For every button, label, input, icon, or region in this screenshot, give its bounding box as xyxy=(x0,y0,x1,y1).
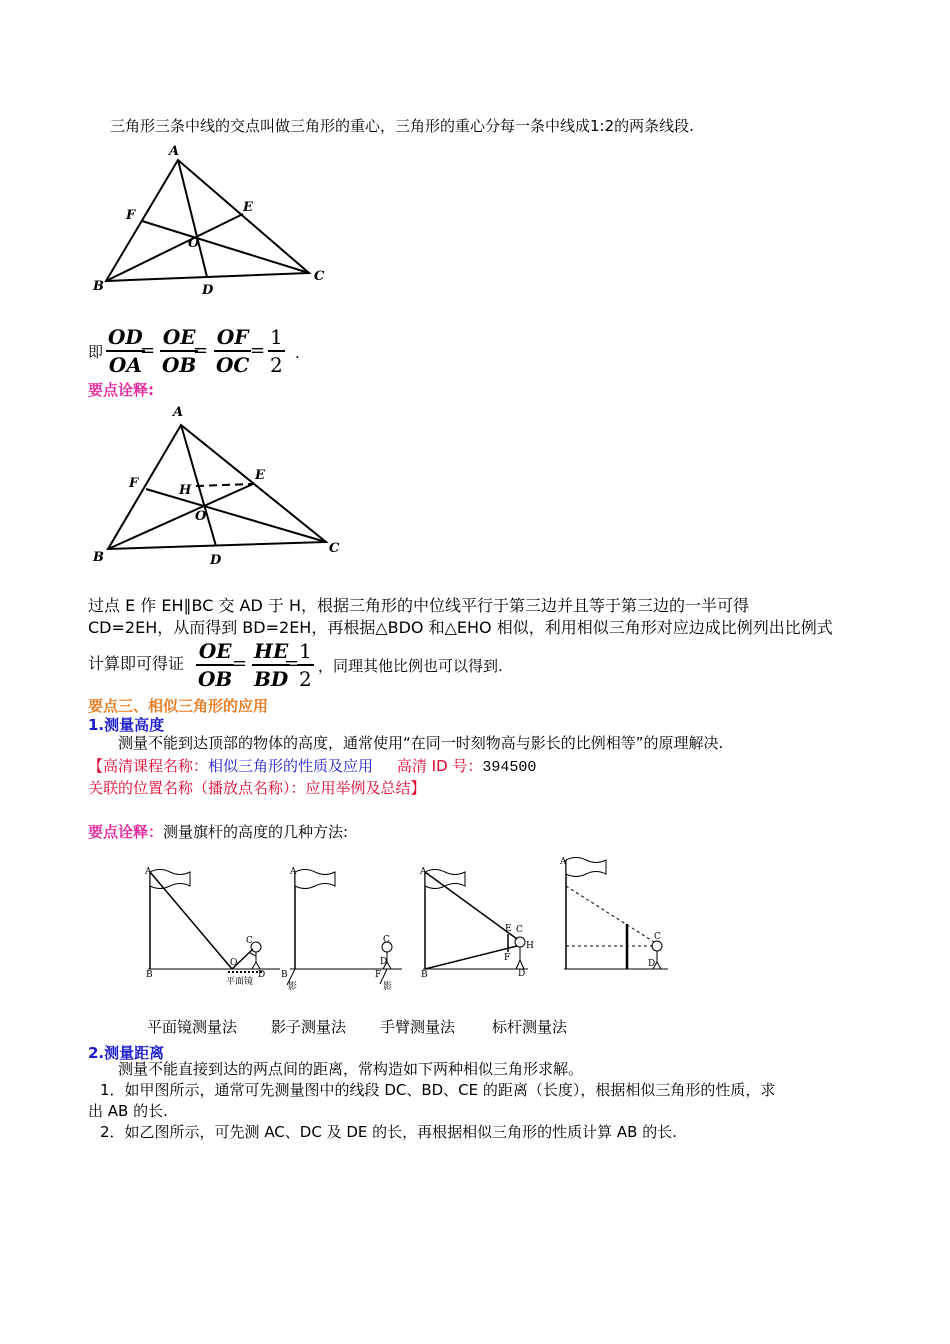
label-h: H xyxy=(179,483,192,498)
label-f: F xyxy=(126,208,136,223)
formula-prefix: 即 xyxy=(88,343,104,361)
shadow-label: 影 xyxy=(383,982,393,992)
explanation-line-1: 过点 E 作 EH∥BC 交 AD 于 H，根据三角形的中位线平行于第三边并且等于第三边的一半可得 xyxy=(88,596,750,615)
svg-text:C: C xyxy=(654,932,661,942)
svg-text:B: B xyxy=(146,970,153,980)
equals-sign: = xyxy=(140,340,156,361)
method-caption-shadow: 影子测量法 xyxy=(271,1018,347,1036)
stick-method-diagram xyxy=(559,857,668,969)
mirror-method-diagram xyxy=(144,867,280,987)
label-e: E xyxy=(243,200,253,215)
equals-sign: = xyxy=(232,653,248,674)
equals-sign: = xyxy=(284,653,300,674)
course-id-label: 高清 ID 号： xyxy=(396,757,483,775)
fraction-denominator: OB xyxy=(198,667,233,691)
fraction-oe-ob xyxy=(196,640,234,690)
svg-text:F: F xyxy=(375,970,382,980)
label-f: F xyxy=(129,476,139,491)
method-caption-stick: 标杆测量法 xyxy=(492,1018,568,1036)
label-a: A xyxy=(173,405,184,420)
fraction-numerator: 1 xyxy=(299,639,312,663)
equals-sign: = xyxy=(193,340,209,361)
label-c: C xyxy=(314,269,325,284)
course-info-line-2: 关联的位置名称（播放点名称）：应用举例及总结】 xyxy=(88,779,426,797)
explanation-line-3-prefix: 计算即可得证 xyxy=(88,654,185,673)
course-name-value: 相似三角形的性质及应用 xyxy=(208,757,374,775)
svg-text:D: D xyxy=(380,957,388,967)
triangle-abc xyxy=(108,425,326,549)
key-note-heading: 要点诠释： xyxy=(88,823,164,841)
fraction-denominator: 2 xyxy=(270,353,283,377)
fraction-denominator: OB xyxy=(162,353,197,377)
shadow-label: 影 xyxy=(288,982,298,992)
fraction-numerator: OD xyxy=(108,325,143,349)
fraction-denominator: OA xyxy=(108,353,142,377)
svg-text:O: O xyxy=(230,958,238,968)
fraction-od-oa xyxy=(106,326,145,376)
equals-sign: = xyxy=(250,340,266,361)
label-o: O xyxy=(195,509,207,524)
method-caption-arm: 手臂测量法 xyxy=(380,1018,456,1036)
key-note-text: 测量旗杆的高度的几种方法: xyxy=(163,823,349,841)
flagpole-methods-figure xyxy=(140,852,680,992)
fraction-numerator: OF xyxy=(216,325,249,349)
label-d: D xyxy=(202,283,214,298)
explanation-line-2: CD=2EH，从而得到 BD=2EH，再根据△BDO 和△EHO 相似，利用相似三角形对应边成比例列出比例式 xyxy=(88,618,833,637)
key-note-2 xyxy=(88,823,348,841)
svg-text:A: A xyxy=(560,857,567,867)
svg-text:E: E xyxy=(505,924,512,934)
course-info-line-1 xyxy=(88,757,536,777)
bracket-open: 【 xyxy=(88,757,104,775)
dashed-eh xyxy=(196,484,253,486)
svg-text:B: B xyxy=(421,970,428,980)
item-1-line-2: 出 AB 的长. xyxy=(88,1102,168,1120)
subsection-title: 1.测量高度 xyxy=(88,716,165,734)
svg-text:F: F xyxy=(504,953,511,963)
fraction-denominator: 2 xyxy=(299,667,312,691)
intro-text: 三角形三条中线的交点叫做三角形的重心，三角形的重心分每一条中线成1:2的两条线段. xyxy=(110,117,694,135)
fraction-one-half xyxy=(297,640,314,690)
label-c: C xyxy=(329,541,340,556)
course-name-label: 高清课程名称： xyxy=(103,757,209,775)
key-note-heading: 要点诠释: xyxy=(88,381,154,399)
svg-text:D: D xyxy=(518,969,526,979)
fraction-one-half xyxy=(268,326,285,376)
svg-text:C: C xyxy=(383,935,390,945)
method-caption-mirror: 平面镜测量法 xyxy=(147,1018,238,1036)
label-o: O xyxy=(188,236,200,251)
fraction-numerator: HE xyxy=(254,639,289,663)
svg-text:A: A xyxy=(290,867,297,877)
svg-text:C: C xyxy=(246,936,253,946)
svg-text:B: B xyxy=(281,970,288,980)
fraction-denominator: OC xyxy=(216,353,250,377)
fraction-numerator: 1 xyxy=(270,325,283,349)
label-b: B xyxy=(93,550,104,565)
shadow-method-diagram xyxy=(281,867,402,992)
label-a: A xyxy=(169,144,180,159)
centroid-triangle-figure xyxy=(85,140,345,300)
item-1-line-1: 1．如甲图所示，通常可先测量图中的线段 DC、BD、CE 的距离（长度），根据相似三角形的性质，求 xyxy=(100,1081,776,1099)
explanation-line-3-suffix: ，同理其他比例也可以得到. xyxy=(318,657,503,675)
fraction-numerator: OE xyxy=(198,639,232,663)
median-cf xyxy=(142,221,309,273)
label-d: D xyxy=(210,553,222,568)
median-ad xyxy=(178,160,207,277)
subsection-text: 测量不能到达顶部的物体的高度，通常使用“在同一时刻物高与影长的比例相等”的原理解决. xyxy=(118,734,724,752)
label-e: E xyxy=(255,468,265,483)
item-2: 2．如乙图所示，可先测 AC、DC 及 DE 的长，再根据相似三角形的性质计算 AB 的长. xyxy=(100,1123,677,1141)
label-b: B xyxy=(93,279,104,294)
formula-suffix: . xyxy=(295,344,300,362)
svg-text:A: A xyxy=(420,867,427,877)
fraction-numerator: OE xyxy=(162,325,196,349)
subsection-text: 测量不能直接到达的两点间的距离，常构造如下两种相似三角形求解。 xyxy=(118,1060,584,1078)
course-id-value: 394500 xyxy=(482,759,537,776)
svg-text:D: D xyxy=(648,959,656,969)
fraction-denominator: BD xyxy=(254,667,289,691)
svg-text:D: D xyxy=(258,970,266,980)
mirror-label: 平面镜 xyxy=(226,977,254,987)
section-title: 要点三、相似三角形的应用 xyxy=(88,697,269,715)
centroid-proof-figure xyxy=(85,400,355,570)
svg-text:A: A xyxy=(145,867,152,877)
subsection-title: 2.测量距离 xyxy=(88,1044,165,1062)
svg-text:C: C xyxy=(516,925,523,935)
median-cf xyxy=(146,489,326,542)
fraction-of-oc xyxy=(214,326,251,376)
svg-text:H: H xyxy=(526,941,534,951)
arm-method-diagram xyxy=(419,867,534,980)
